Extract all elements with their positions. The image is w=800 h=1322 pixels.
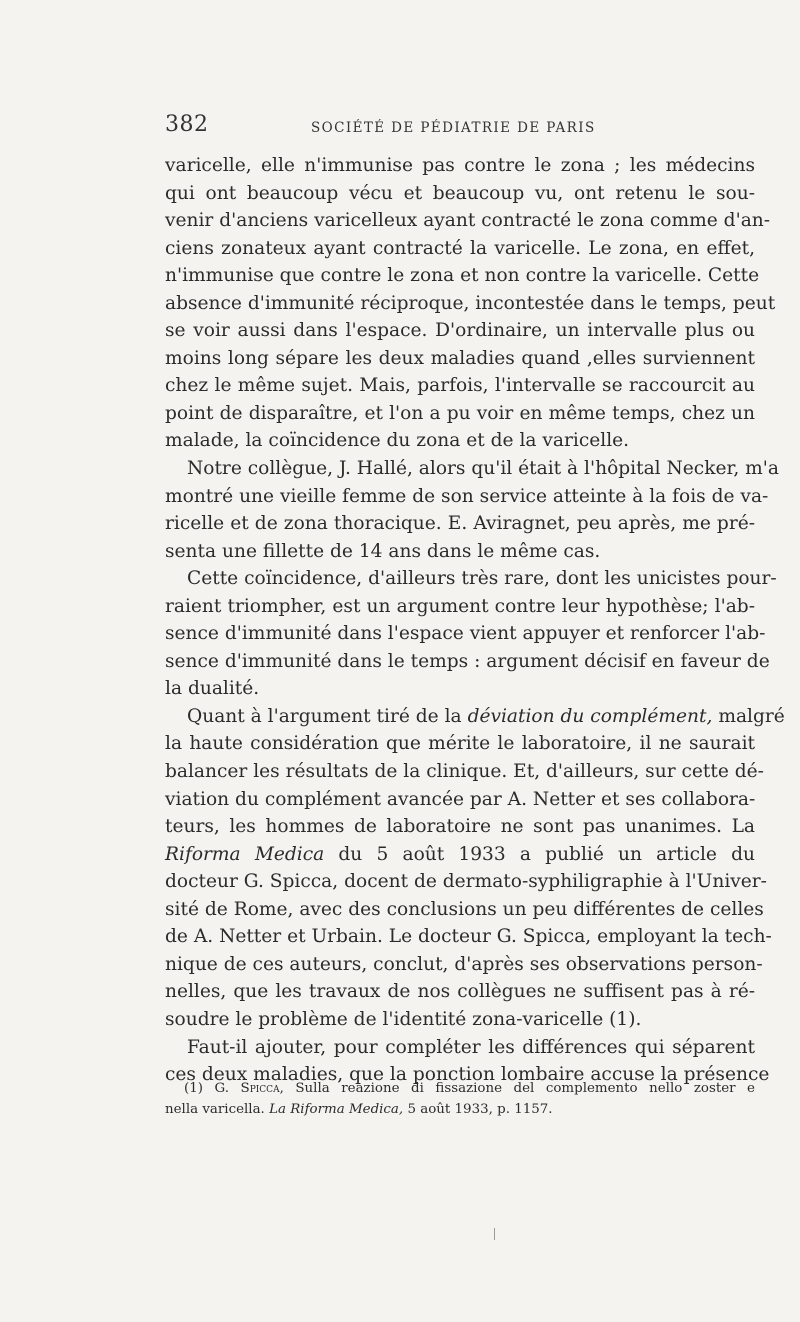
footnote-text: Sulla reazione di fissazione del complemento nello zoster e (295, 1081, 755, 1096)
body-line: montré une vieille femme de son service atteinte à la fois de va- (165, 485, 769, 507)
body-line: la dualité. (165, 678, 260, 700)
printer-tick-mark (494, 1228, 495, 1240)
italic-journal: Riforma Medica (165, 843, 325, 865)
body-line: Notre collègue, J. Hallé, alors qu'il était à l'hôpital Necker, m'a (187, 458, 779, 480)
page-number: 382 (165, 112, 209, 137)
body-line: teurs, les hommes de laboratoire ne sont pas unanimes. La (165, 816, 755, 838)
body-line: point de disparaître, et l'on a pu voir en même temps, chez un (165, 402, 755, 424)
body-line: varicelle, elle n'immunise pas contre le zona ; les médecins (165, 155, 755, 176)
footnote-line (165, 1100, 755, 1121)
text-run: malgré (718, 705, 785, 727)
body-line: sence d'immunité dans le temps : argument décisif en faveur de (165, 650, 770, 672)
footnote-journal: La Riforma Medica, (269, 1101, 404, 1117)
body-line: la haute considération que mérite le laboratoire, il ne saurait (165, 733, 755, 755)
body-text (165, 152, 785, 1089)
body-line: de A. Netter et Urbain. Le docteur G. Spicca, employant la tech- (165, 926, 772, 948)
body-line: balancer les résultats de la clinique. Et, d'ailleurs, sur cette dé- (165, 761, 764, 783)
body-line-with-italic (165, 841, 755, 869)
body-line: ciens zonateux ayant contracté la varicelle. Le zona, en effet, (165, 237, 755, 259)
body-line: chez le même sujet. Mais, parfois, l'intervalle se raccourcit au (165, 375, 755, 397)
body-line: viation du complément avancée par A. Netter et ses collabora- (165, 788, 756, 810)
footnote-marker: (1) G. (184, 1081, 229, 1096)
body-line: nelles, que les travaux de nos collègues ne suffisent pas à ré- (165, 981, 755, 1003)
footnote-text: nella varicella. (165, 1101, 265, 1117)
footnote (165, 1079, 755, 1120)
body-line: senta une fillette de 14 ans dans le même cas. (165, 540, 601, 562)
body-line: qui ont beaucoup vécu et beaucoup vu, ont retenu le sou- (165, 182, 755, 204)
body-line: ces deux maladies, que la ponction lombaire accuse la présence (165, 1064, 770, 1086)
body-line: se voir aussi dans l'espace. D'ordinaire, un intervalle plus ou (165, 320, 755, 342)
body-line: sité de Rome, avec des conclusions un peu différentes de celles (165, 898, 764, 920)
body-line: ricelle et de zona thoracique. E. Aviragnet, peu après, me pré- (165, 513, 755, 535)
footnote-text: 5 août 1933, p. 1157. (407, 1101, 553, 1117)
body-line: raient triompher, est un argument contre leur hypothèse; l'ab- (165, 595, 755, 617)
body-line-with-italic (165, 703, 785, 731)
header-title: SOCIÉTÉ DE PÉDIATRIE DE PARIS (311, 120, 596, 136)
footnote-author: Spicca, (240, 1081, 284, 1096)
body-line: absence d'immunité réciproque, incontestée dans le temps, peut (165, 292, 776, 314)
body-line: venir d'anciens varicelleux ayant contracté le zona comme d'an- (165, 210, 771, 232)
body-line: docteur G. Spicca, docent de dermato-syphiligraphie à l'Univer- (165, 871, 767, 893)
body-line: moins long sépare les deux maladies quand ‚elles surviennent (165, 347, 755, 369)
running-head (165, 112, 755, 142)
body-line: soudre le problème de l'identité zona-varicelle (1). (165, 1008, 642, 1030)
body-line: Faut-il ajouter, pour compléter les différences qui séparent (187, 1036, 755, 1058)
body-line: malade, la coïncidence du zona et de la varicelle. (165, 430, 630, 452)
footnote-line (165, 1079, 755, 1100)
body-line: sence d'immunité dans l'espace vient appuyer et renforcer l'ab- (165, 623, 766, 645)
body-line: n'immunise que contre le zona et non contre la varicelle. Cette (165, 265, 760, 287)
text-run: Quant à l'argument tiré de la (187, 705, 462, 727)
body-line: Cette coïncidence, d'ailleurs très rare, dont les unicistes pour- (187, 568, 777, 590)
italic-term: déviation du complément, (467, 705, 713, 727)
text-run: du 5 août 1933 a publié un article du (338, 843, 755, 865)
body-line: nique de ces auteurs, conclut, d'après ses observations person- (165, 953, 763, 975)
